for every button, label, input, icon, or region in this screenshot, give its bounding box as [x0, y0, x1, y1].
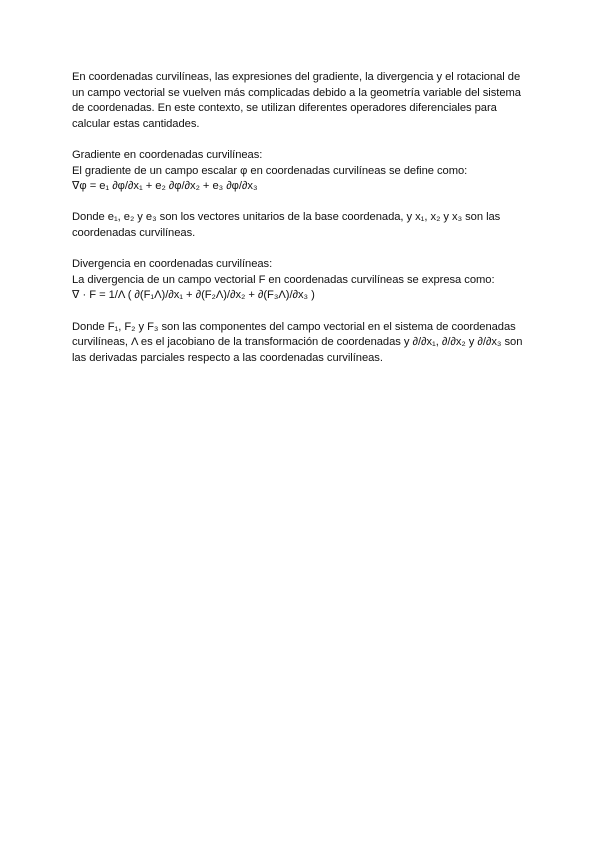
paragraph-spacer [72, 132, 532, 148]
paragraph-spacer [72, 195, 532, 211]
gradient-explanation: Donde e₁, e₂ y e₃ son los vectores unitarios de la base coordenada, y x₁, x₂ y x₃ son las coordenadas curvilíneas. [72, 211, 501, 239]
gradient-formula: ∇φ = e₁ ∂φ/∂x₁ + e₂ ∂φ/∂x₂ + e₃ ∂φ/∂x₃ [72, 180, 258, 193]
intro-paragraph: En coordenadas curvilíneas, las expresiones del gradiente, la divergencia y el rotacional de un campo vectorial se vuelven más complicadas debido a la geometría variable del sistema de coordenadas. En este contexto, se utilizan diferentes operadores diferenciales para calcular estas cantidades. [72, 71, 521, 130]
paragraph-spacer [72, 304, 532, 320]
divergence-heading: Divergencia en coordenadas curvilíneas: [72, 258, 273, 271]
gradient-heading: Gradiente en coordenadas curvilíneas: [72, 148, 263, 161]
document-page [72, 70, 532, 366]
divergence-formula: ∇ · F = 1/Λ ( ∂(F₁Λ)/∂x₁ + ∂(F₂Λ)/∂x₂ + ∂(F₃Λ)/∂x₃ ) [72, 289, 315, 302]
divergence-definition: La divergencia de un campo vectorial F en coordenadas curvilíneas se expresa como: [72, 273, 495, 286]
gradient-definition: El gradiente de un campo escalar φ en coordenadas curvilíneas se define como: [72, 164, 468, 177]
paragraph-spacer [72, 242, 532, 258]
divergence-explanation: Donde F₁, F₂ y F₃ son las componentes del campo vectorial en el sistema de coordenadas curvilíneas, Λ es el jacobiano de la transformación de coordenadas y ∂/∂x₁, ∂/∂x₂ y ∂/∂x₃ son las derivadas parciales respecto a las coordenadas curvilíneas. [72, 320, 523, 364]
